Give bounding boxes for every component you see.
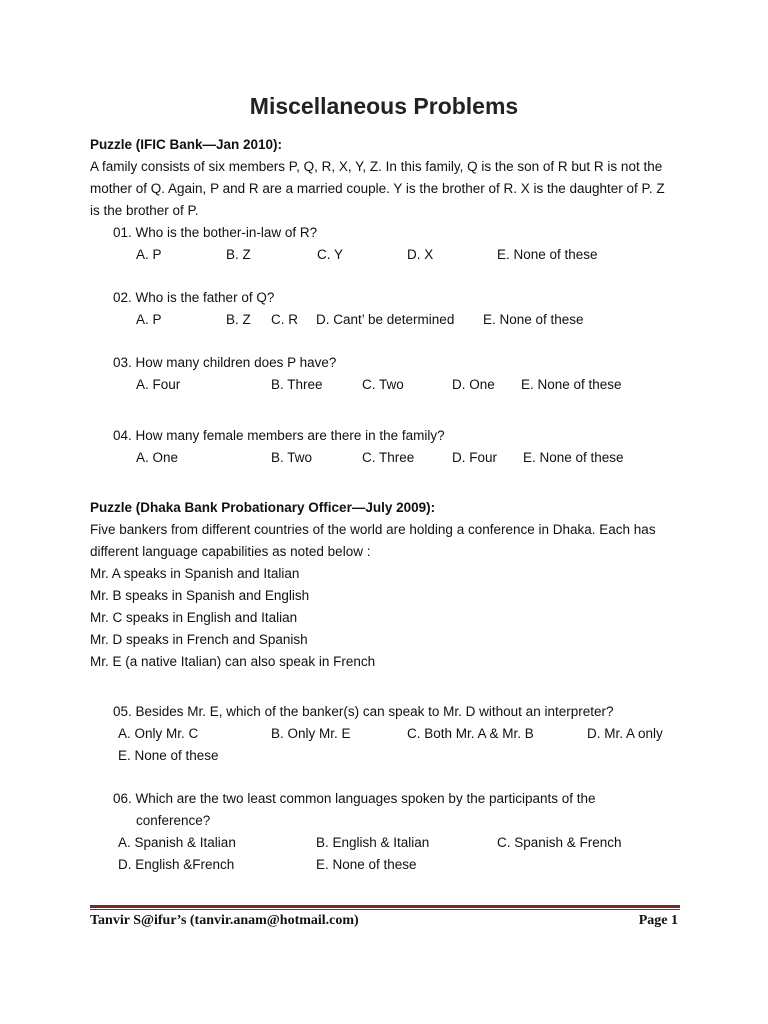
q05-option-e: E. None of these (118, 748, 219, 763)
puzzle-2-body-line: Mr. A speaks in Spanish and Italian (90, 566, 300, 581)
q02-option-c: C. R (271, 312, 298, 327)
question-05: 05. Besides Mr. E, which of the banker(s) can speak to Mr. D without an interpreter? (113, 704, 614, 719)
q01-option-b: B. Z (226, 247, 251, 262)
q05-option-a: A. Only Mr. C (118, 726, 199, 741)
puzzle-2-body-line: Mr. C speaks in English and Italian (90, 610, 298, 625)
q05-option-c: C. Both Mr. A & Mr. B (407, 726, 534, 741)
q02-option-a: A. P (136, 312, 162, 327)
q01-option-d: D. X (407, 247, 434, 262)
puzzle-1-body-line: mother of Q. Again, P and R are a married couple. Y is the brother of R. X is the daughter of P. Z (90, 181, 665, 196)
footer-rule-thin (90, 909, 680, 910)
q04-option-e: E. None of these (523, 450, 624, 465)
question-03: 03. How many children does P have? (113, 355, 337, 370)
footer-author: Tanvir S@ifur’s (tanvir.anam@hotmail.com) (90, 913, 359, 928)
puzzle-2-body-line: Five bankers from different countries of the world are holding a conference in Dhaka. Each has (90, 522, 656, 537)
q01-option-e: E. None of these (497, 247, 598, 262)
q05-option-b: B. Only Mr. E (271, 726, 351, 741)
q04-option-c: C. Three (362, 450, 415, 465)
q04-option-a: A. One (136, 450, 179, 465)
q05-option-d: D. Mr. A only (587, 726, 663, 741)
q03-option-c: C. Two (362, 377, 404, 392)
q03-option-d: D. One (452, 377, 495, 392)
q06-option-b: B. English & Italian (316, 835, 430, 850)
question-01: 01. Who is the bother-in-law of R? (113, 225, 318, 240)
page-number: Page 1 (638, 913, 678, 928)
puzzle-2-body-line: Mr. E (a native Italian) can also speak in French (90, 654, 376, 669)
puzzle-2-heading: Puzzle (Dhaka Bank Probationary Officer—July 2009): (90, 500, 436, 515)
question-04: 04. How many female members are there in the family? (113, 428, 445, 443)
puzzle-2-body-line: different language capabilities as noted below : (90, 544, 371, 559)
q01-option-c: C. Y (317, 247, 344, 262)
q06-option-d: D. English &French (118, 857, 235, 872)
question-06-continued: conference? (136, 813, 211, 828)
q03-option-b: B. Three (271, 377, 323, 392)
q04-option-b: B. Two (271, 450, 313, 465)
question-02: 02. Who is the father of Q? (113, 290, 275, 305)
q03-option-a: A. Four (136, 377, 181, 392)
footer-rule-thick (90, 905, 680, 908)
puzzle-1-body-line: A family consists of six members P, Q, R, X, Y, Z. In this family, Q is the son of R but R is not the (90, 159, 663, 174)
q02-option-e: E. None of these (483, 312, 584, 327)
q06-option-c: C. Spanish & French (497, 835, 622, 850)
puzzle-1-body-line: is the brother of P. (90, 203, 199, 218)
q06-option-a: A. Spanish & Italian (118, 835, 236, 850)
q03-option-e: E. None of these (521, 377, 622, 392)
page-title: Miscellaneous Problems (249, 93, 519, 119)
puzzle-2-body-line: Mr. D speaks in French and Spanish (90, 632, 308, 647)
q02-option-d: D. Cant’ be determined (316, 312, 455, 327)
q01-option-a: A. P (136, 247, 162, 262)
puzzle-1-heading: Puzzle (IFIC Bank—Jan 2010): (90, 137, 283, 152)
q04-option-d: D. Four (452, 450, 498, 465)
q06-option-e: E. None of these (316, 857, 417, 872)
question-06: 06. Which are the two least common languages spoken by the participants of the (113, 791, 596, 806)
puzzle-2-body-line: Mr. B speaks in Spanish and English (90, 588, 310, 603)
q02-option-b: B. Z (226, 312, 251, 327)
